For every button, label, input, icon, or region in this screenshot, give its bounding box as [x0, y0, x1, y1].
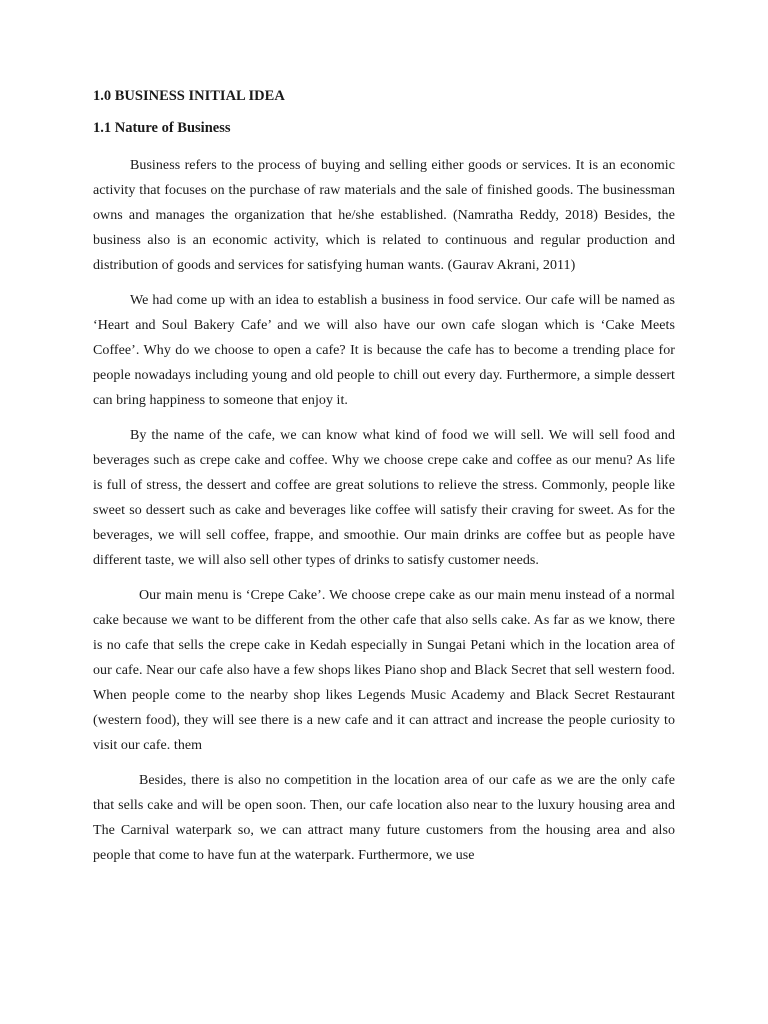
subsection-heading: 1.1 Nature of Business — [93, 120, 231, 136]
paragraph-nature-of-business: Business refers to the process of buying and selling either goods or services. It is an economic activity that focuses on the purchase of raw materials and the sale of finished goods. The businessman owns and manages the organization that he/she established. (Namratha Reddy, 2018) Besides, the business also is an economic activity, which is related to continuous and regular production and distribution of goods and services for satisfying human wants. (Gaurav Akrani, 2011) — [93, 158, 675, 273]
document-body — [93, 86, 675, 868]
paragraph-competition: Besides, there is also no competition in the location area of our cafe as we are the only cafe that sells cake and will be open soon. Then, our cafe location also near to the luxury housing area and The Carnival waterpark so, we can attract many future customers from the housing area and also people that come to have fun at the waterpark. Furthermore, we use — [93, 773, 675, 863]
paragraph-menu-choice: By the name of the cafe, we can know what kind of food we will sell. We will sell food and beverages such as crepe cake and coffee. Why we choose crepe cake and coffee as our menu? As life is full of stress, the dessert and coffee are great solutions to relieve the stress. Commonly, people like sweet so dessert such as cake and beverages like coffee will satisfy their craving for sweet. As for the beverages, we will sell coffee, frappe, and smoothie. Our main drinks are coffee but as people have different taste, we will also sell other types of drinks to satisfy customer needs. — [93, 428, 675, 568]
paragraph-business-idea: We had come up with an idea to establish a business in food service. Our cafe will be named as ‘Heart and Soul Bakery Cafe’ and we will also have our own cafe slogan which is ‘Cake Meets Coffee’. Why do we choose to open a cafe? It is because the cafe has to become a trending place for people nowadays including young and old people to chill out every day. Furthermore, a simple dessert can bring happiness to someone that enjoy it. — [93, 293, 675, 408]
paragraph-main-menu: Our main menu is ‘Crepe Cake’. We choose crepe cake as our main menu instead of a normal cake because we want to be different from the other cafe that also sells cake. As far as we know, there is no cafe that sells the crepe cake in Kedah especially in Sungai Petani which in the location area of our cafe. Near our cafe also have a few shops likes Piano shop and Black Secret that sell western food. When people come to the nearby shop likes Legends Music Academy and Black Secret Restaurant (western food), they will see there is a new cafe and it can attract and increase the people curiosity to visit our cafe. them — [93, 588, 675, 753]
section-heading: 1.0 BUSINESS INITIAL IDEA — [93, 88, 285, 104]
